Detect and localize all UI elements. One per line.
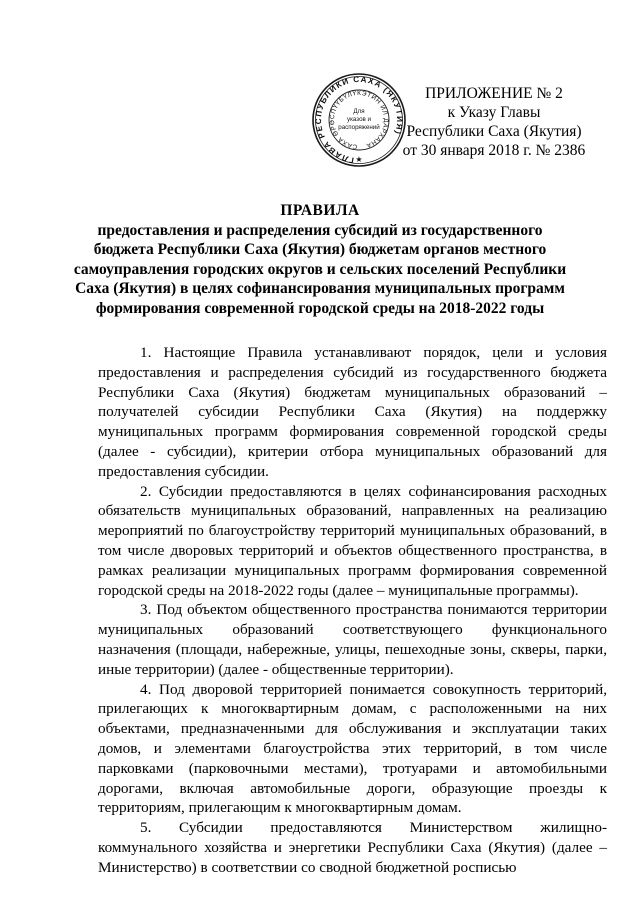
- document-title: [0, 201, 640, 319]
- appendix-label: ПРИЛОЖЕНИЕ № 2: [425, 85, 563, 102]
- seal-inner-text: САХА ӨРӨСПҮҮБҮЛҮКЭТИН ИЛ ДАРХАНА: [328, 89, 390, 151]
- seal-center-line-1: Для: [353, 108, 365, 115]
- seal-star-icon: ★: [355, 155, 363, 164]
- paragraph-1: 1. Настоящие Правила устанавливают порядок, цели и условия предоставления и распределения субсидий из государственного бюджета Республики Саха (Якутия) бюджетам муниципальных образований – получателей субсидии Республики Саха (Якутия) на поддержку муниципальных программ формирования современной городской среды (далее - субсидии), критерии отбора муниципальных образований для предоставления субсидии.: [98, 344, 607, 480]
- appendix-republic: Республики Саха (Якутия): [406, 123, 582, 140]
- paragraph-2: 2. Субсидии предоставляются в целях софинансирования расходных обязательств муниципальных образований, направленных на реализацию мероприятий по благоустройству территорий муниципальных образований, в том числе дворовых территорий и объектов общественного пространства, в рамках реализации муниципальных программ формирования современной городской среды на 2018-2022 годы (далее – муниципальные программы).: [98, 482, 607, 599]
- paragraph-3: 3. Под объектом общественного пространства понимаются территории муниципальных образований соответствующего функционального назначения (площади, набережные, улицы, пешеходные зоны, скверы, парки, иные территории) (далее - общественные территории).: [98, 601, 607, 678]
- seal-center-line-2: указов и: [347, 116, 371, 123]
- appendix-decree-ref: к Указу Главы: [447, 104, 541, 121]
- seal-center-line-3: распоряжений: [338, 124, 380, 131]
- seal-outer-text: ГЛАВА РЕСПУБЛИКИ САХА (ЯКУТИЯ): [313, 74, 405, 165]
- appendix-date-number: от 30 января 2018 г. № 2386: [402, 142, 586, 159]
- paragraph-5: 5. Субсидии предоставляются Министерством жилищно-коммунального хозяйства и энергетики Республики Саха (Якутия) (далее – Министерство) в соответствии со сводной бюджетной росписью: [98, 819, 607, 876]
- title-main: ПРАВИЛА: [280, 202, 360, 219]
- document-body: [98, 343, 607, 878]
- title-subtitle: предоставления и распределения субсидий из государственного бюджета Республики Саха (Якутия) бюджетам органов местного самоуправления городских округов и сельских поселений Республики Саха (Якутия) в целях софинансирования муниципальных программ формирования современной городской среды на 2018-2022 годы: [73, 221, 567, 317]
- paragraph-4: 4. Под дворовой территорией понимается совокупность территорий, прилегающих к многоквартирным домам, с расположенными на них объектами, предназначенными для обслуживания и эксплуатации таких домов, и элементами благоустройства этих территорий, в том числе парковками (парковочными местами), тротуарами и автомобильными дорогами, включая автомобильные дороги, образующие проезды к территориям, прилегающим к многоквартирным домам.: [98, 680, 607, 817]
- appendix-block: [400, 84, 588, 160]
